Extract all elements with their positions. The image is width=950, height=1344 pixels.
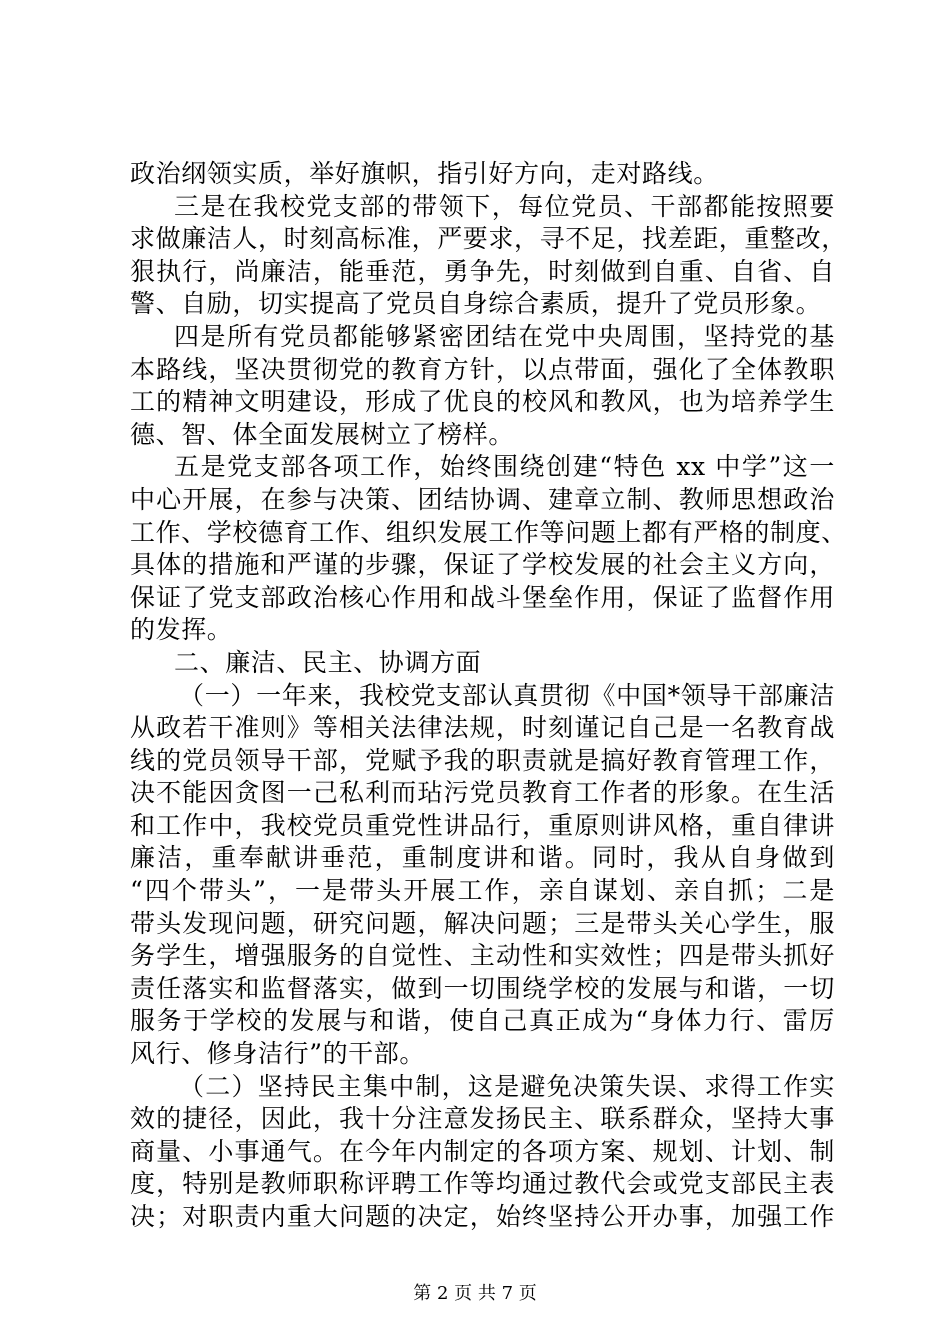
text-line: （一）一年来，我校党支部认真贯彻《中国*领导干部廉洁 bbox=[179, 680, 835, 710]
page-footer: 第 2 页 共 7 页 bbox=[413, 1283, 537, 1304]
text-line: 决不能因贪图一己私利而玷污党员教育工作者的形象。在生活 bbox=[130, 778, 835, 808]
text-line: 工的精神文明建设，形成了优良的校风和教风，也为培养学生 bbox=[130, 387, 835, 417]
text-line: 廉洁，重奉献讲垂范，重制度讲和谐。同时，我从自身做到 bbox=[130, 843, 835, 873]
text-line: 度，特别是教师职称评聘工作等均通过教代会或党支部民主表 bbox=[130, 1169, 835, 1199]
text-line: 保证了党支部政治核心作用和战斗堡垒作用，保证了监督作用 bbox=[130, 582, 835, 612]
text-line: 的发挥。 bbox=[130, 615, 233, 645]
text-line: 警、自励，切实提高了党员自身综合素质，提升了党员形象。 bbox=[130, 289, 822, 319]
text-line: 四是所有党员都能够紧密团结在党中央周围，坚持党的基 bbox=[174, 321, 835, 351]
text-line: 五是党支部各项工作，始终围绕创建“特色 xx 中学”这一 bbox=[174, 452, 835, 482]
text-line: 和工作中，我校党员重党性讲品行，重原则讲风格，重自律讲 bbox=[130, 810, 835, 840]
text-line: 政治纲领实质，举好旗帜，指引好方向，走对路线。 bbox=[130, 159, 719, 188]
text-line: （二）坚持民主集中制，这是避免决策失误、求得工作实 bbox=[179, 1071, 835, 1101]
text-line: 狠执行，尚廉洁，能垂范，勇争先，时刻做到自重、自省、自 bbox=[130, 256, 835, 286]
text-line: 效的捷径，因此，我十分注意发扬民主、联系群众，坚持大事 bbox=[130, 1104, 835, 1134]
text-line: 决；对职责内重大问题的决定，始终坚持公开办事，加强工作 bbox=[130, 1202, 835, 1231]
text-line: 风行、修身洁行”的干部。 bbox=[130, 1039, 425, 1069]
document-body bbox=[130, 158, 847, 1234]
text-line: 线的党员领导干部，党赋予我的职责就是搞好教育管理工作， bbox=[130, 745, 835, 775]
text-line: 三是在我校党支部的带领下，每位党员、干部都能按照要 bbox=[174, 191, 835, 221]
text-line: 带头发现问题，研究问题，解决问题；三是带头关心学生，服 bbox=[130, 908, 835, 938]
text-line: 具体的措施和严谨的步骤，保证了学校发展的社会主义方向， bbox=[130, 550, 835, 580]
text-line: 务学生，增强服务的自觉性、主动性和实效性；四是带头抓好 bbox=[130, 941, 835, 971]
text-line: 德、智、体全面发展树立了榜样。 bbox=[130, 419, 515, 449]
text-line: 商量、小事通气。在今年内制定的各项方案、规划、计划、制 bbox=[130, 1136, 835, 1166]
text-line: 服务于学校的发展与和谐，使自己真正成为“身体力行、雷厉 bbox=[130, 1006, 835, 1036]
text-line: 工作、学校德育工作、组织发展工作等问题上都有严格的制度、 bbox=[130, 517, 847, 547]
text-line: 中心开展，在参与决策、团结协调、建章立制、教师思想政治 bbox=[130, 484, 835, 514]
text-line: 二、廉洁、民主、协调方面 bbox=[174, 647, 482, 677]
text-line: 责任落实和监督落实，做到一切围绕学校的发展与和谐，一切 bbox=[130, 973, 835, 1003]
text-line: 本路线，坚决贯彻党的教育方针，以点带面，强化了全体教职 bbox=[130, 354, 835, 384]
text-line: 从政若干准则》等相关法律法规，时刻谨记自己是一名教育战 bbox=[130, 713, 835, 743]
text-line: 求做廉洁人，时刻高标准，严要求，寻不足，找差距，重整改， bbox=[130, 224, 847, 254]
text-line: “四个带头”，一是带头开展工作，亲自谋划、亲自抓；二是 bbox=[130, 876, 835, 906]
